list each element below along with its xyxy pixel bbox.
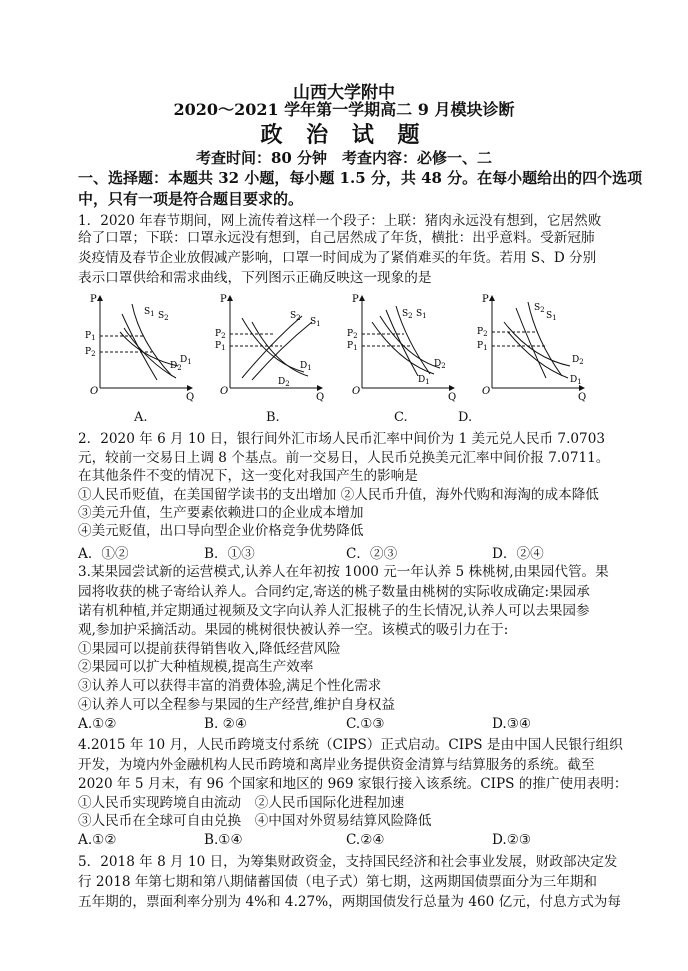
exam-term: 2020～2021 学年第一学期高二 9 月模块诊断 <box>173 100 515 119</box>
price-label: $P_1$ <box>85 331 96 342</box>
supply-label: $S_1$ <box>546 311 557 322</box>
axis-p: P <box>352 294 359 305</box>
answer-option: A．①② <box>78 546 129 562</box>
q3-line: ③认养人可以获得丰富的消费体验,满足个性化需求 <box>78 678 382 694</box>
school-name: 山西大学附中 <box>293 83 395 103</box>
supply-label: $S_1$ <box>144 307 155 318</box>
supply-label: $S_2$ <box>534 303 545 314</box>
q2-line: ③美元升值，生产要素依赖进口的企业成本增加 <box>78 505 364 521</box>
price-label: $P_2$ <box>85 347 96 358</box>
demand-label: $D_1$ <box>180 355 192 366</box>
answer-option: C.②④ <box>346 832 385 848</box>
q1-graphs <box>82 292 602 425</box>
axis-p: P <box>90 294 97 305</box>
demand-label: $D_2$ <box>278 377 290 388</box>
q4-line: 4.2015 年 10 月，人民币跨境支付系统（CIPS）正式启动。CIPS 是由中国人民银行组织 <box>78 737 623 753</box>
graph-option-label: A. <box>134 410 148 425</box>
exam-subject: 政 治 试 题 <box>260 122 428 148</box>
price-label: $P_2$ <box>477 327 488 338</box>
demand-label: $D_1$ <box>570 375 582 386</box>
price-label: $P_1$ <box>215 341 226 352</box>
axis-p: P <box>220 294 227 305</box>
answer-option: B. ②④ <box>204 716 248 732</box>
graph-option-label: B. <box>266 410 280 425</box>
q1-line: 1．2020 年春节期间，网上流传着这样一个段子：上联：猪肉永远没有想到，它居然败 <box>78 213 602 229</box>
demand-label: $D_1$ <box>418 375 430 386</box>
q3-line: 3.某果园尝试新的运营模式,认养人在年初按 1000 元一年认养 5 株桃树,由果园代管。果 <box>78 564 609 580</box>
q2-line: 在其他条件不变的情况下，这一变化对我国产生的影响是 <box>78 468 418 484</box>
answer-option: B．①③ <box>204 546 255 562</box>
supply-label: $S_1$ <box>416 309 427 320</box>
axis-q: Q <box>578 392 587 402</box>
q4-line: 开发，为境内外金融机构人民币跨境和离岸业务提供资金清算与结算服务的系统。截至 <box>78 757 595 773</box>
q2-line: ①人民币贬值，在美国留学读书的支出增加 ②人民币升值，海外代购和海淘的成本降低 <box>78 487 599 503</box>
answer-option: D.③④ <box>492 716 532 732</box>
q3-line: ④认养人可以全程参与果园的生产经营,维护自身权益 <box>78 697 395 713</box>
q1-line: 给了口罩；下联：口罩永远没有想到，自己居然成了年货，横批：出乎意料。受新冠肺 <box>78 230 595 246</box>
supply-label: $S_2$ <box>402 309 413 320</box>
axis-origin: O <box>352 386 361 397</box>
q1-line: 炎疫情及春节企业放假减产影响，口罩一时间成为了紧俏难买的年货。若用 S、D 分别 <box>78 250 597 266</box>
q4-line: ①人民币实现跨境自由流动 ②人民币国际化进程加速 <box>78 795 405 811</box>
answer-option: C.①③ <box>346 716 385 732</box>
supply-demand-graph-c <box>344 292 459 402</box>
supply-label: $S_2$ <box>158 311 169 322</box>
q3-line: ②果园可以扩大种植规模,提高生产效率 <box>78 659 314 675</box>
q3-line: 观,参加护采摘活动。果园的桃树很快被认养一空。该模式的吸引力在于: <box>78 622 509 638</box>
price-label: $P_1$ <box>347 341 358 352</box>
q2-line: 2．2020 年 6 月 10 日，银行间外汇市场人民币汇率中间价为 1 美元兑人民币 7.0703 <box>78 431 606 447</box>
q3-line: 诺有机种植,并定期通过视频及文字向认养人汇报桃子的生长情况,认养人可以去果园参 <box>78 603 590 619</box>
price-label: $P_2$ <box>215 329 226 340</box>
q5-line: 五年期的，票面利率分别为 4%和 4.27%，两期国债发行总量为 460 亿元，付息方式为每 <box>78 894 621 910</box>
q3-line: ①果园可以提前获得销售收入,降低经营风险 <box>78 641 341 657</box>
price-label: $P_2$ <box>347 329 358 340</box>
axis-origin: O <box>220 386 229 397</box>
q3-line: 园将收获的桃子寄给认养人。合同约定,寄送的桃子数量由桃树的实际收成确定:果园承 <box>78 584 590 600</box>
axis-origin: O <box>482 386 491 397</box>
q2-line: ④美元贬值，出口导向型企业价格竞争优势降低 <box>78 523 364 539</box>
supply-demand-graph-a <box>82 292 197 402</box>
demand-label: $D_2$ <box>170 361 182 372</box>
answer-option: D．②④ <box>492 546 544 562</box>
q4-line: ③人民币在全球可自由兑换 ④中国对外贸易结算风险降低 <box>78 813 432 829</box>
supply-demand-graph-b <box>212 292 327 402</box>
graph-option-label: D. <box>458 410 473 425</box>
answer-option: C．②③ <box>346 546 398 562</box>
graph-option-label: C. <box>394 410 408 425</box>
answer-option: A.①② <box>78 832 117 848</box>
axis-q: Q <box>316 392 325 402</box>
section-instruction-line2: 中，只有一项是符合题目要求的。 <box>78 190 304 208</box>
supply-demand-graph-d <box>474 292 589 402</box>
demand-label: $D_1$ <box>300 361 312 372</box>
axis-p: P <box>482 294 489 305</box>
q4-line: 2020 年 5 月末，有 96 个国家和地区的 969 家银行接入该系统。CIPS 的推广使用表明： <box>78 776 628 792</box>
q5-line: 行 2018 年第七期和第八期储蓄国债（电子式）第七期，这两期国债票面分为三年期和 <box>78 874 598 890</box>
supply-label: $S_1$ <box>310 317 321 328</box>
answer-option: B.①④ <box>204 832 243 848</box>
section-instruction-line1: 一、选择题：本题共 32 小题，每小题 1.5 分，共 48 分。在每小题给出的四个选项 <box>78 169 643 187</box>
demand-label: $D_2$ <box>434 359 446 370</box>
axis-origin: O <box>90 386 99 397</box>
price-label: $P_1$ <box>477 341 488 352</box>
answer-option: A.①② <box>78 716 117 732</box>
q2-line: 元，较前一交易日上调 8 个基点。前一交易日，人民币兑换美元汇率中间价报 7.0711。 <box>78 450 610 466</box>
supply-label: $S_2$ <box>290 311 301 322</box>
q1-line: 表示口罩供给和需求曲线，下列图示正确反映这一现象的是 <box>78 270 432 286</box>
q5-line: 5．2018 年 8 月 10 日，为筹集财政资金，支持国民经济和社会事业发展，财政部决定发 <box>78 854 618 870</box>
axis-q: Q <box>448 392 457 402</box>
exam-meta: 考查时间：80 分钟 考查内容：必修一、二 <box>195 149 493 167</box>
axis-q: Q <box>186 392 195 402</box>
answer-option: D.②③ <box>492 832 532 848</box>
demand-label: $D_2$ <box>572 355 584 366</box>
